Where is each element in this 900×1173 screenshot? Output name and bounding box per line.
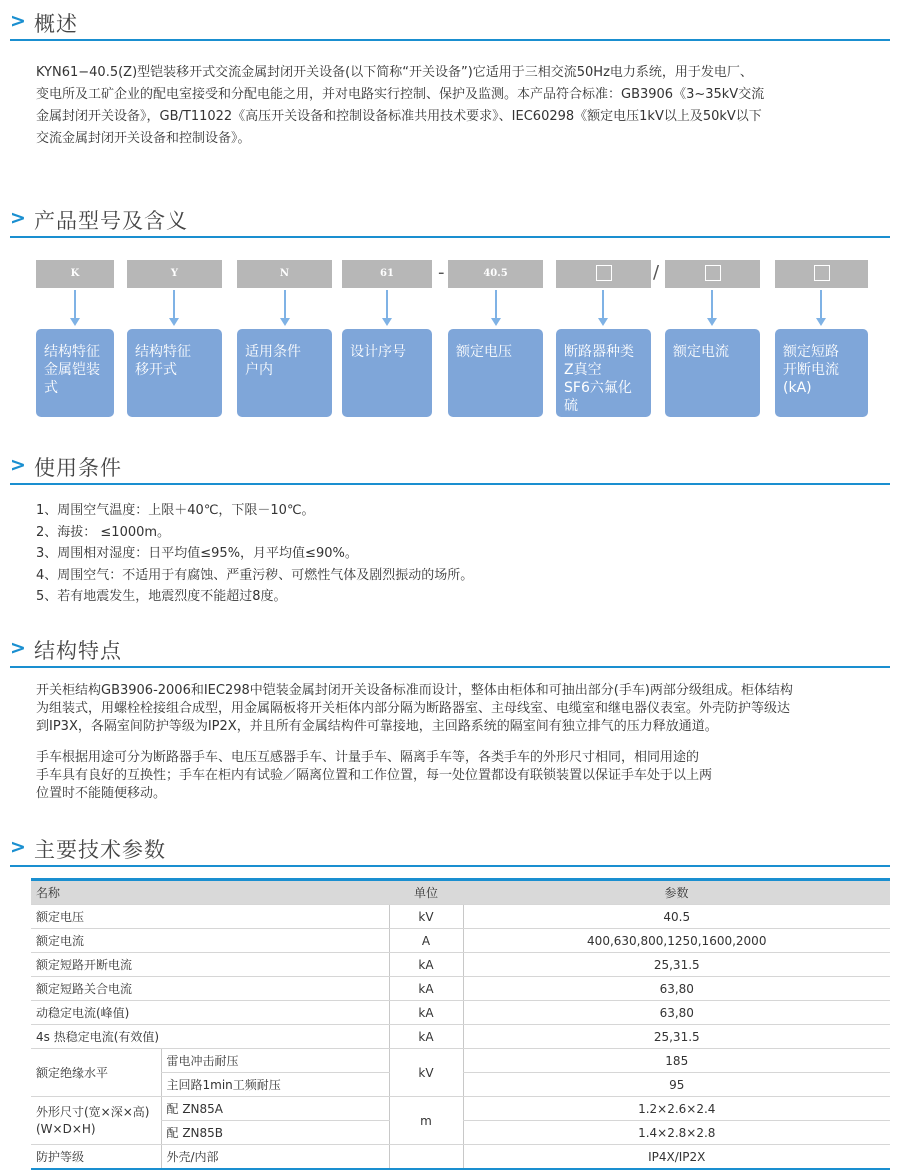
- table-row: 额定绝缘水平 雷电冲击耐压 kV 185: [31, 1049, 890, 1073]
- card-text-line: Z真空: [564, 362, 602, 378]
- table-row: 动稳定电流(峰值) kA 63,80: [31, 1001, 890, 1025]
- model-code-placeholder: [556, 260, 651, 288]
- model-code-box: 61: [342, 260, 432, 288]
- section-header-structure: [10, 635, 890, 665]
- arrow-down-icon: [169, 290, 179, 328]
- card-text-line: 移开式: [135, 362, 177, 378]
- table-row: 额定电流 A 400,630,800,1250,1600,2000: [31, 929, 890, 953]
- card-text-line: (kA): [783, 380, 812, 396]
- table-row: 防护等级 外壳/内部 IP4X/IP2X: [31, 1145, 890, 1170]
- model-code-box: 40.5: [448, 260, 543, 288]
- list-item: 2、海拔： ≤1000m。: [36, 524, 171, 540]
- chevron-right-icon: >: [10, 10, 26, 32]
- table-row: 额定短路关合电流 kA 63,80: [31, 977, 890, 1001]
- model-card: [448, 329, 543, 417]
- structure-paragraph-2: 手车根据用途可分为断路器手车、电压互感器手车、计量手车、隔离手车等，各类手车的外形尺寸相同，相同用途的 手车具有良好的互换性；手车在柜内有试验／隔离位置和工作位置，每一处位置都设有联锁装置以保证手车处于以上两 位置时不能随便移动。: [36, 750, 713, 801]
- section-header-overview: [10, 8, 890, 38]
- table-row: 主回路1min工频耐压 95: [31, 1073, 890, 1097]
- arrow-down-icon: [707, 290, 717, 328]
- table-row: 额定短路开断电流 kA 25,31.5: [31, 953, 890, 977]
- table-header-row: [31, 880, 890, 905]
- arrow-down-icon: [280, 290, 290, 328]
- arrow-down-icon: [70, 290, 80, 328]
- list-item: 4、周围空气：不适用于有腐蚀、严重污秽、可燃性气体及剧烈振动的场所。: [36, 567, 474, 583]
- section-title: 主要技术参数: [34, 838, 166, 862]
- model-code-box: Y: [127, 260, 222, 288]
- card-text-line: 金属铠装: [44, 362, 100, 378]
- tech-params-table: [31, 878, 890, 1170]
- model-card: [342, 329, 432, 417]
- model-card: [775, 329, 868, 417]
- card-text-line: 额定电压: [456, 344, 512, 360]
- model-card: [127, 329, 222, 417]
- card-text-line: 额定电流: [673, 344, 729, 360]
- model-code-placeholder: [775, 260, 868, 288]
- section-title: 产品型号及含义: [34, 209, 188, 233]
- conditions-list: [36, 500, 473, 608]
- table-row: 外形尺寸(宽×深×高) (W×D×H) 配 ZN85A m 1.2×2.6×2.4: [31, 1097, 890, 1121]
- column-header-name: 名称: [31, 880, 389, 905]
- model-card: [237, 329, 332, 417]
- arrow-down-icon: [491, 290, 501, 328]
- card-text-line: 结构特征: [135, 344, 191, 360]
- card-text-line: 断路器种类: [564, 344, 634, 360]
- table-row: 额定电压 kV 40.5: [31, 905, 890, 929]
- section-divider: [10, 483, 890, 485]
- card-text-line: 硫: [564, 398, 578, 414]
- model-code-box: K: [36, 260, 114, 288]
- list-item: 5、若有地震发生，地震烈度不能超过8度。: [36, 589, 287, 604]
- arrow-down-icon: [382, 290, 392, 328]
- section-divider: [10, 666, 890, 668]
- section-header-conditions: [10, 452, 890, 482]
- model-card: [665, 329, 760, 417]
- chevron-right-icon: >: [10, 454, 26, 476]
- model-code-slash: /: [653, 262, 660, 283]
- section-title: 结构特点: [34, 639, 122, 663]
- section-divider: [10, 865, 890, 867]
- section-title: 概述: [34, 12, 78, 36]
- model-code-box: N: [237, 260, 332, 288]
- arrow-down-icon: [816, 290, 826, 328]
- column-header-value: 参数: [463, 880, 890, 905]
- chevron-right-icon: >: [10, 836, 26, 858]
- chevron-right-icon: >: [10, 637, 26, 659]
- column-header-unit: 单位: [389, 880, 463, 905]
- list-item: 1、周围空气温度：上限＋40℃，下限－10℃。: [36, 503, 315, 518]
- structure-paragraph-1: 开关柜结构GB3906-2006和IEC298中铠装金属封闭开关设备标准而设计，整体由柜体和可抽出部分(手车)两部分级组成。柜体结构 为组装式，用螺栓栓接组合成型，用金属隔板将开关柜体内部分隔为断路器室、主母线室、电缆室和继电器仪表室。外壳防护等级达 到IP3X，各隔室间防护等级为IP2X，并且所有金属结构件可靠接地，主回路系统的隔室间有独立排气的压力释放通道。: [36, 683, 793, 734]
- card-text-line: 结构特征: [44, 344, 100, 360]
- model-card: [36, 329, 114, 417]
- card-text-line: SF6六氟化: [564, 380, 632, 396]
- model-code-placeholder: [665, 260, 760, 288]
- card-text-line: 适用条件: [245, 344, 301, 360]
- arrow-down-icon: [598, 290, 608, 328]
- card-text-line: 设计序号: [350, 344, 406, 360]
- model-code-dash: -: [438, 262, 445, 283]
- table-row: 配 ZN85B 1.4×2.8×2.8: [31, 1121, 890, 1145]
- card-text-line: 额定短路: [783, 344, 839, 360]
- card-text-line: 式: [44, 380, 58, 396]
- model-card: [556, 329, 651, 417]
- overview-paragraph: KYN61−40.5(Z)型铠装移开式交流金属封闭开关设备(以下简称“开关设备”)它适用于三相交流50Hz电力系统，用于发电厂、 变电所及工矿企业的配电室接受和分配电能之用，并对电路实行控制、保护及监测。本产品符合标准：GB3906《3~35kV交流 金属封闭开关设备》，GB/T11022《高压开关设备和控制设备标准共用技术要求》、IEC60298《额定电压1kV以上及50kV以下 交流金属封闭开关设备和控制设备》。: [36, 65, 765, 146]
- card-text-line: 开断电流: [783, 362, 839, 378]
- section-header-params: [10, 834, 890, 864]
- card-text-line: 户内: [245, 362, 273, 378]
- section-header-model: [10, 205, 890, 235]
- section-divider: [10, 39, 890, 41]
- section-title: 使用条件: [34, 456, 122, 480]
- list-item: 3、周围相对湿度：日平均值≤95%，月平均值≤90%。: [36, 546, 358, 561]
- section-divider: [10, 236, 890, 238]
- table-row: 4s 热稳定电流(有效值) kA 25,31.5: [31, 1025, 890, 1049]
- chevron-right-icon: >: [10, 207, 26, 229]
